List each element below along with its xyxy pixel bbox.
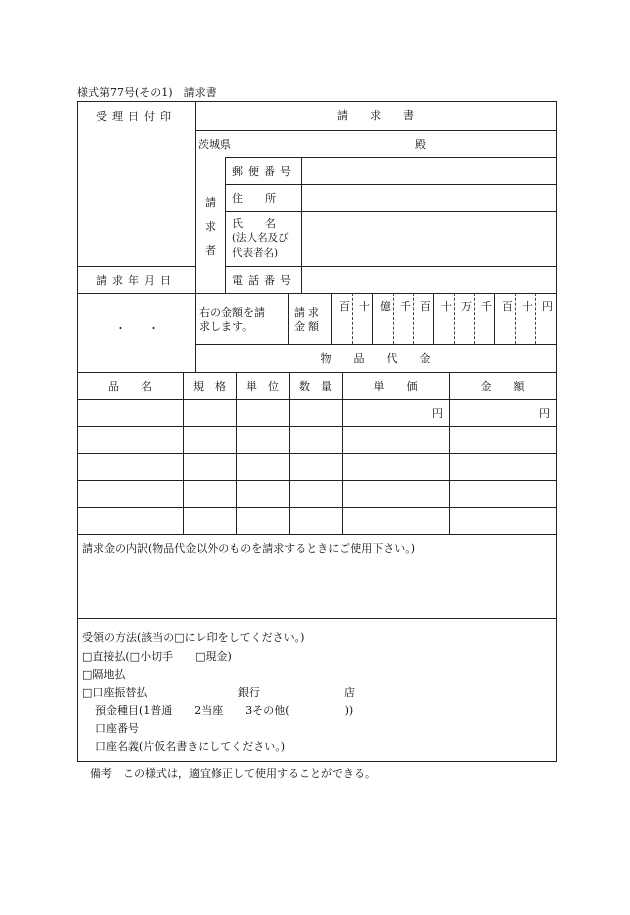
digit-label: 千: [400, 300, 411, 313]
divider: [77, 399, 556, 400]
divider: [372, 293, 373, 344]
divider: [77, 293, 195, 294]
col-header-unit-price: 単 価: [373, 380, 418, 393]
claim-date-dots: ・ ・: [115, 322, 159, 335]
divider: [301, 157, 302, 293]
note: 備考 この様式は，適宜修正して使用することができる。: [90, 767, 376, 780]
name-sub-1: (法人名及び: [232, 232, 289, 244]
bank-label: 銀行: [238, 686, 260, 699]
name-sub-2: 代表者名): [232, 247, 279, 259]
divider: [289, 372, 290, 534]
addressee: 茨城県: [198, 138, 231, 151]
divider: [342, 372, 343, 534]
col-header-qty: 数 量: [299, 380, 332, 393]
divider: [225, 157, 226, 293]
divider: [515, 293, 516, 344]
divider: [195, 344, 556, 345]
digit-label: 百: [339, 300, 350, 313]
divider: [77, 426, 556, 427]
divider: [433, 293, 434, 344]
claimant-label-1: 請: [205, 196, 216, 209]
branch-label: 店: [344, 686, 355, 699]
divider: [225, 266, 556, 267]
divider: [535, 293, 536, 344]
phone-label: 電話番号: [232, 274, 296, 287]
divider: [77, 618, 556, 619]
honorific: 殿: [415, 138, 426, 151]
col-header-amount: 金 額: [480, 380, 525, 393]
divider: [288, 293, 289, 344]
payment-title: 受領の方法(該当の□にレ印をしてください。): [82, 631, 305, 644]
digit-label: 百: [420, 300, 431, 313]
payment-remote: □隔地払: [82, 668, 126, 681]
divider: [454, 293, 455, 344]
divider: [225, 157, 556, 158]
divider: [449, 372, 450, 534]
request-line-2: 求します。: [199, 320, 254, 333]
divider: [77, 534, 556, 535]
payment-direct: □直接払(□小切手 □現金): [82, 650, 232, 663]
divider: [352, 293, 353, 344]
purpose-label: 物 品 代 金: [320, 352, 431, 365]
name-label: 氏 名: [232, 217, 276, 230]
divider: [77, 372, 556, 373]
divider: [77, 266, 195, 267]
divider: [183, 372, 184, 534]
claimant-label-3: 者: [205, 244, 216, 257]
request-line-1: 右の金額を請: [199, 306, 265, 319]
divider: [225, 184, 556, 185]
digit-label: 億: [380, 300, 391, 313]
divider: [77, 480, 556, 481]
divider: [77, 453, 556, 454]
account-number-label: 口座番号: [95, 722, 139, 735]
amount-label-1: 請求: [294, 306, 322, 319]
form-title: 請 求 書: [337, 109, 414, 122]
digit-label: 十: [441, 300, 452, 313]
amount-yen: 円: [539, 407, 550, 420]
account-name-label: 口座名義(片仮名書きにしてください。): [95, 740, 286, 753]
amount-label-2: 金額: [294, 320, 322, 333]
receipt-stamp-label: 受理日付印: [96, 110, 176, 123]
divider: [225, 211, 556, 212]
digit-label: 円: [542, 300, 553, 313]
digit-label: 十: [359, 300, 370, 313]
divider: [494, 293, 495, 344]
digit-label: 十: [522, 300, 533, 313]
claimant-label-2: 求: [205, 220, 216, 233]
claim-date-label: 請求年月日: [96, 274, 176, 287]
payment-transfer: □口座振替払: [82, 686, 148, 699]
col-header-unit: 単 位: [246, 380, 279, 393]
divider: [195, 101, 196, 372]
divider: [236, 372, 237, 534]
digit-label: 万: [461, 300, 472, 313]
postal-code-label: 郵便番号: [232, 165, 296, 178]
divider: [195, 293, 556, 294]
divider: [77, 507, 556, 508]
col-header-item: 品 名: [108, 380, 152, 393]
address-label: 住 所: [232, 192, 276, 205]
divider: [413, 293, 414, 344]
unit-price-yen: 円: [432, 407, 443, 420]
breakdown-label: 請求金の内訳(物品代金以外のものを請求するときにご使用下さい。): [82, 542, 416, 555]
form-number: 様式第77号(その1) 請求書: [77, 86, 217, 99]
divider: [474, 293, 475, 344]
divider: [393, 293, 394, 344]
col-header-spec: 規 格: [193, 380, 226, 393]
divider: [331, 293, 332, 344]
digit-label: 百: [502, 300, 513, 313]
deposit-type: 預金種目(1普通 2当座 3その他( )): [95, 704, 354, 717]
digit-label: 千: [481, 300, 492, 313]
divider: [195, 130, 556, 131]
